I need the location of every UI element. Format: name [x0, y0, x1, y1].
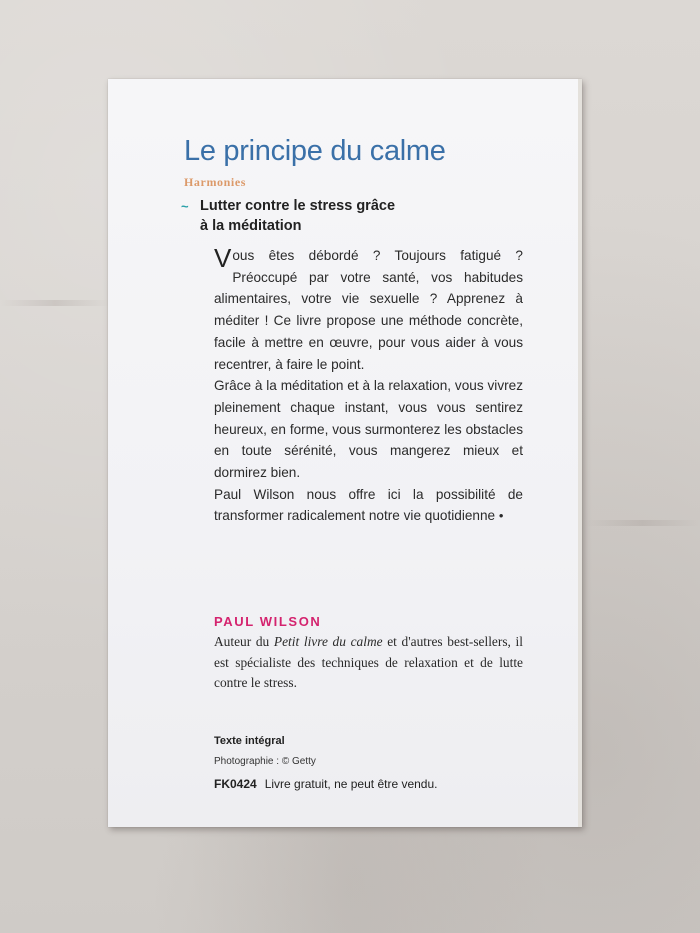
blurb-text-3: Paul Wilson nous offre ici la possibilité de transformer radicalement notre vie quotidienne — [214, 486, 523, 524]
book-title: Le principe du calme — [184, 135, 446, 167]
fabric-fold — [0, 300, 110, 306]
tagline-line-1: Lutter contre le stress grâce — [200, 198, 396, 214]
book-blurb — [214, 245, 523, 527]
end-bullet-icon: • — [498, 508, 504, 524]
fabric-fold — [585, 520, 700, 526]
collection-name: Harmonies — [184, 175, 247, 189]
author-bio — [214, 632, 523, 694]
author-name: PAUL WILSON — [214, 614, 322, 629]
blurb-text-1: ous êtes débordé ? Toujours fatigué ? Préoccupé par votre santé, vos habitudes alimentaires, votre vie sexuelle ? Apprenez à méditer ! Ce livre propose une méthode concrète, facile à mettre en œuvre, pour vous aider à vous recentrer, à faire le point. — [214, 248, 523, 372]
author-bio-after: et d'autres best-sellers, il est spécialiste des techniques de relaxation et de lutte contre le stress. — [214, 634, 523, 690]
author-bio-before: Auteur du — [214, 634, 274, 649]
author-bio-title: Petit livre du calme — [273, 634, 383, 649]
free-notice: Livre gratuit, ne peut être vendu. — [264, 777, 438, 791]
blurb-paragraph-3 — [214, 484, 523, 527]
blurb-paragraph-1 — [214, 245, 523, 375]
photo-credit: Photographie : © Getty — [214, 756, 316, 767]
edition-label: Texte intégral — [214, 735, 285, 747]
book-back-cover — [108, 79, 582, 827]
blurb-paragraph-2: Grâce à la méditation et à la relaxation, vous vivrez pleinement chaque instant, vous vous sentirez heureux, en forme, vous surmonterez les obstacles en toute sérénité, vous mangerez mieux et dormirez bien. — [214, 378, 523, 481]
product-code: FK0424 — [214, 777, 257, 791]
drop-cap: V — [214, 243, 232, 273]
code-line — [214, 777, 437, 791]
tagline-line-2: à la méditation — [200, 218, 302, 234]
tilde-wave-icon: ~ — [181, 199, 189, 214]
tagline — [181, 196, 530, 236]
